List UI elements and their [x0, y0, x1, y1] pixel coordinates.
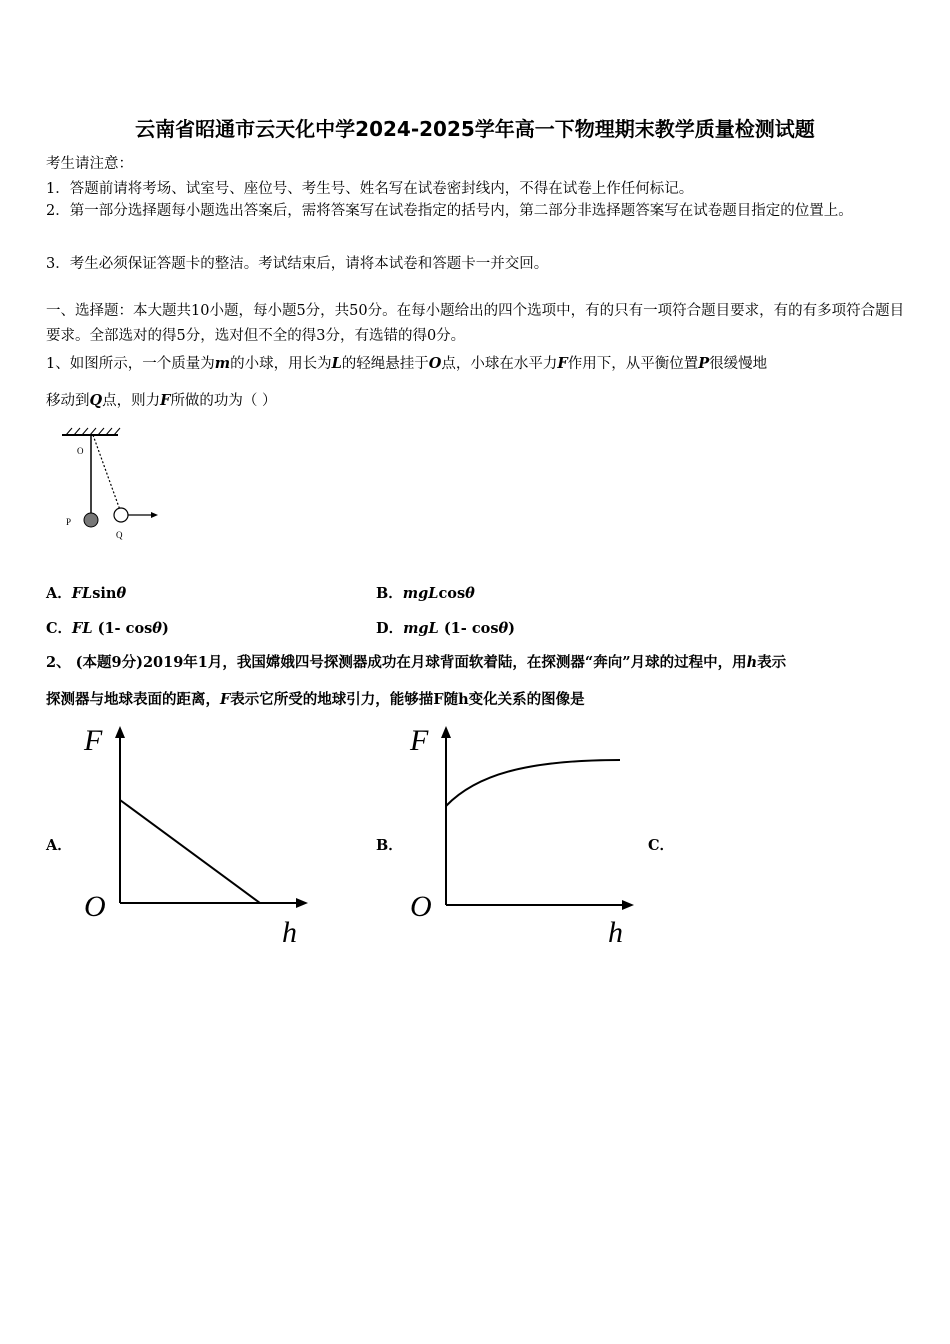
q1-stem-line1: [46, 352, 767, 373]
q2-var-h: h: [746, 654, 758, 671]
ball-q: [114, 508, 128, 522]
graph-b-curve: [446, 760, 620, 806]
q1-text: 的轻绳悬挂于: [341, 356, 429, 372]
x-axis-arrow: [296, 898, 308, 908]
option-expr: FL: [72, 620, 93, 637]
q1-option-d[interactable]: [376, 617, 515, 638]
x-axis-label: h: [608, 916, 623, 949]
q1-text: 所做的功为（ ）: [170, 393, 277, 409]
option-end: ): [508, 620, 516, 637]
option-letter: A．: [46, 585, 72, 602]
q1-var-P: P: [698, 355, 710, 372]
q1-stem-line2: [46, 389, 277, 410]
y-axis-label: F: [84, 724, 103, 757]
option-mid: (1- cos: [438, 620, 499, 637]
option-var: θ: [152, 620, 162, 637]
q1-text: 的小球，用长为: [230, 356, 332, 372]
q1-option-c[interactable]: [46, 617, 169, 638]
notice-heading: 考生请注意：: [46, 156, 133, 172]
q2-text: 表示它所受的地球引力，能够描F随h变化关系的图像是: [230, 691, 585, 708]
graph-a: [78, 720, 314, 950]
q2-text: 表示: [757, 654, 787, 671]
option-expr: FL: [71, 585, 93, 602]
option-var: θ: [116, 585, 127, 602]
q2-text: 探测器与地球表面的距离，: [46, 691, 220, 708]
pendulum-figure: [58, 424, 168, 548]
option-letter: C．: [46, 620, 73, 637]
q1-text: 作用下，从平衡位置: [567, 356, 699, 372]
ceiling-hatch: [66, 428, 120, 435]
q1-var-F: F: [557, 355, 568, 372]
notice-item-3: 3．考生必须保证答题卡的整洁。考试结束后，请将本试卷和答题卡一并交回。: [46, 256, 549, 272]
option-expr: mgL: [403, 620, 439, 637]
q1-var-Q: Q: [89, 392, 103, 409]
label-o: O: [77, 446, 84, 456]
q2-option-b-label[interactable]: B．: [376, 837, 403, 854]
q2-option-a-label[interactable]: A．: [46, 837, 72, 854]
page-title: 云南省昭通市云天化中学2024-2025学年高一下物理期末教学质量检测试题: [135, 117, 815, 141]
graph-a-curve: [120, 800, 260, 903]
x-axis-label: h: [282, 916, 297, 949]
q1-var-m: m: [214, 355, 231, 372]
section1-intro: 一、选择题：本大题共10小题，每小题5分，共50分。在每小题给出的四个选项中，有的只有一项符合题目要求，有的有多项符合题目要求。全部选对的得5分，选对但不全的得3分，有选错的得0分。: [46, 303, 905, 344]
q1-text: 点，则力: [102, 393, 161, 409]
option-var: θ: [465, 585, 475, 602]
option-var: θ: [498, 620, 509, 637]
notice-item-2: 2．第一部分选择题每小题选出答案后，需将答案写在试卷指定的括号内，第二部分非选择题答案写在试卷题目指定的位置上。: [46, 203, 853, 219]
option-fn: sin: [92, 585, 117, 602]
y-axis-arrow: [115, 726, 125, 738]
q1-var-L: L: [331, 355, 342, 372]
q1-text: 很缓慢地: [709, 356, 768, 372]
graph-b: [406, 720, 642, 950]
q1-option-b[interactable]: [376, 582, 475, 603]
label-p: P: [66, 517, 72, 527]
option-letter: B．: [376, 585, 403, 602]
option-end: ): [161, 620, 169, 637]
q2-var-F: F: [220, 691, 231, 708]
force-arrow-head: [151, 512, 158, 518]
label-q: Q: [116, 530, 123, 540]
q2-stem-line2: [46, 688, 585, 709]
notice-item-1: 1．答题前请将考场、试室号、座位号、考生号、姓名写在试卷密封线内，不得在试卷上作任何标记。: [46, 181, 694, 197]
option-expr: mgL: [402, 585, 439, 602]
option-fn: cos: [438, 585, 466, 602]
q1-text: 点，小球在水平力: [441, 356, 558, 372]
q1-option-a[interactable]: [46, 582, 126, 603]
rope-dashed: [93, 435, 120, 510]
q2-option-c-label[interactable]: C．: [648, 837, 675, 854]
q2-stem-line1: [46, 651, 786, 672]
y-axis-label: F: [410, 724, 429, 757]
q1-var-O: O: [428, 355, 442, 372]
origin-label: O: [84, 890, 106, 923]
q1-var-F: F: [160, 392, 171, 409]
q1-text: 1、如图所示，一个质量为: [46, 356, 215, 372]
option-letter: D．: [376, 620, 404, 637]
y-axis-arrow: [441, 726, 451, 738]
q2-text: 2、 (本题9分)2019年1月，我国嫦娥四号探测器成功在月球背面软着陆，在探测器“奔向”月球的过程中，用: [46, 654, 747, 671]
x-axis-arrow: [622, 900, 634, 910]
option-mid: (1- cos: [92, 620, 153, 637]
origin-label: O: [410, 890, 432, 923]
q1-text: 移动到: [46, 393, 90, 409]
ball-p: [84, 513, 98, 527]
